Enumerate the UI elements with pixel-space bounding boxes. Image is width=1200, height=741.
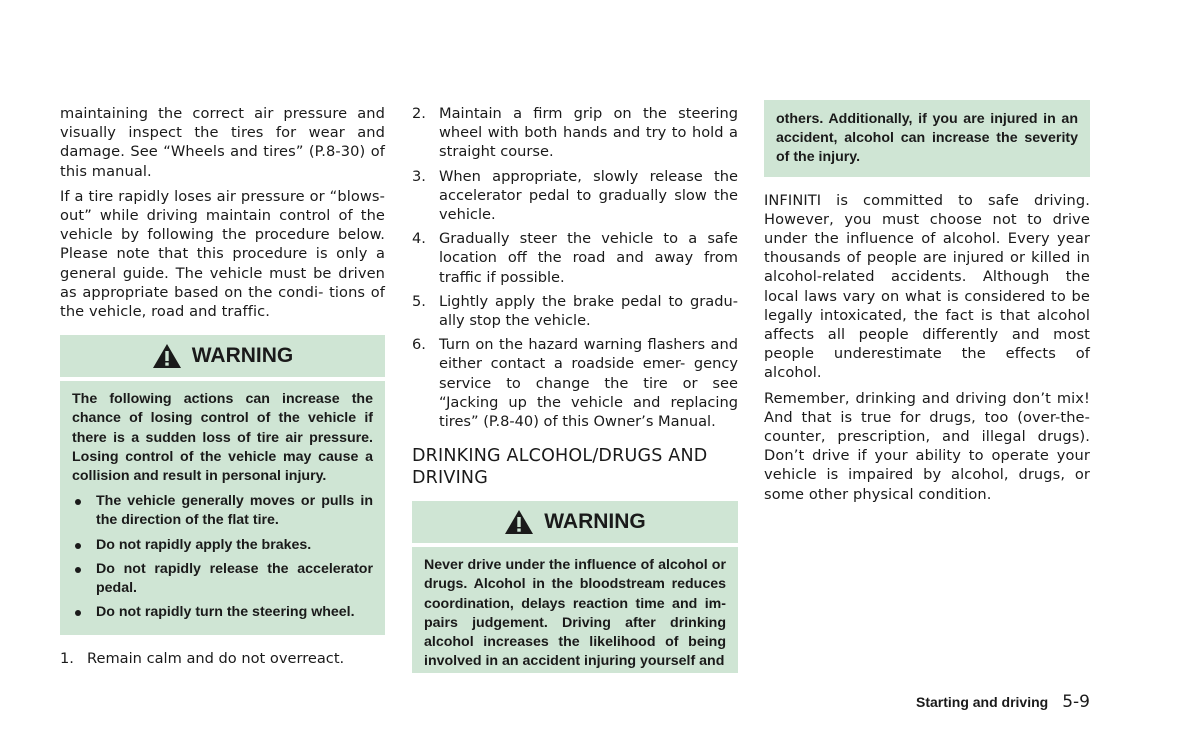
step-item <box>412 104 738 162</box>
warning-bullet: Do not rapidly release the accelerator pedal. <box>72 560 373 598</box>
warning-header <box>412 501 738 543</box>
step-text: Lightly apply the brake pedal to gradu- ally stop the vehicle. <box>439 292 738 330</box>
paragraph-blowout: If a tire rapidly loses air pressure or “blows-out” while driving maintain control of the vehicle by following the procedure below. Please note that this procedure is only a general guide. The vehicle must be driven as appropriate based on the condi- tions of the vehicle, road and traffic. <box>60 187 385 321</box>
warning-continued <box>764 100 1090 177</box>
warning-title: WARNING <box>544 510 646 534</box>
warning-triangle-icon <box>504 509 534 535</box>
step-list-start <box>60 649 385 668</box>
section-title: DRINKING ALCOHOL/DRUGS AND DRIVING <box>412 446 708 489</box>
page-number: 5-9 <box>1062 692 1090 712</box>
step-item <box>412 229 738 287</box>
warning-text: Never drive under the influence of alcohol or drugs. Alcohol in the bloodstream reduces coordination, delays reaction time and im- pairs judgement. Driving after drinking alcohol increases the likelihood of being involved in an accident injuring yourself and <box>424 557 726 670</box>
warning-triangle-icon <box>152 343 182 369</box>
step-item <box>412 292 738 330</box>
step-text: Turn on the hazard warning flashers and either contact a roadside emer- gency service to change the tire or see “Jacking up the vehicle and replacing tires” (P.8-40) of this Owner’s Manual. <box>439 336 738 431</box>
warning-body <box>60 381 385 635</box>
column-3 <box>764 100 1090 510</box>
step-item <box>60 649 385 668</box>
warning-title: WARNING <box>191 344 294 368</box>
warning-bullet: The vehicle generally moves or pulls in the direction of the flat tire. <box>72 492 373 530</box>
warning-bullet: Do not rapidly apply the brakes. <box>72 536 373 555</box>
step-number: 1. <box>60 650 74 668</box>
paragraph-tire-pressure: maintaining the correct air pressure and visually inspect the tires for wear and damage. See “Wheels and tires” (P.8-30) of this manual. <box>60 105 385 180</box>
warning-box-alcohol <box>412 501 738 673</box>
step-text: Remain calm and do not overreact. <box>87 650 345 668</box>
column-1 <box>60 104 385 674</box>
step-number: 5. <box>412 292 426 310</box>
step-number: 2. <box>412 105 426 122</box>
step-list <box>412 104 738 431</box>
warning-text: The following actions can increase the chance of losing control of the vehicle if there is a sudden loss of tire air pressure. Losing control of the vehicle may cause a collision and result in personal injury. <box>72 391 373 485</box>
footer-section-name: Starting and driving <box>915 694 1049 710</box>
step-number: 3. <box>412 167 426 185</box>
warning-header <box>60 335 385 377</box>
step-number: 4. <box>412 230 426 248</box>
step-text: When appropriate, slowly release the accelerator pedal to gradually slow the vehicle. <box>439 167 738 224</box>
step-text: Gradually steer the vehicle to a safe location off the road and away from traffic if possible. <box>439 230 738 286</box>
step-number: 6. <box>412 336 426 354</box>
paragraph-infiniti: INFINITI is committed to safe driving. However, you must choose not to drive under the influence of alcohol. Every year thousands of people are injured or killed in alcohol-related accidents. Although the local laws vary on what is considered to be legally intoxicated, the fact is that alcohol affects all people differently and most people underestimate the effects of alcohol. <box>764 191 1090 382</box>
warning-bullet: Do not rapidly turn the steering wheel. <box>72 603 373 622</box>
warning-box-tire <box>60 335 385 635</box>
warning-body <box>412 547 738 673</box>
column-2 <box>412 104 738 673</box>
warning-bullet-list <box>72 492 373 622</box>
page-footer <box>916 692 1090 712</box>
step-item <box>412 335 738 431</box>
warning-text: others. Additionally, if you are injured in an accident, alcohol can increase the severity of the injury. <box>776 111 1078 166</box>
step-text: Maintain a firm grip on the steering wheel with both hands and try to hold a straight course. <box>439 105 738 161</box>
step-item <box>412 167 738 225</box>
paragraph-remember: Remember, drinking and driving don’t mix! And that is true for drugs, too (over-the- counter, prescription, and illegal drugs). Don’t drive if your ability to operate your vehicle is impaired by alcohol, drugs, or some other physical condition. <box>764 389 1090 503</box>
